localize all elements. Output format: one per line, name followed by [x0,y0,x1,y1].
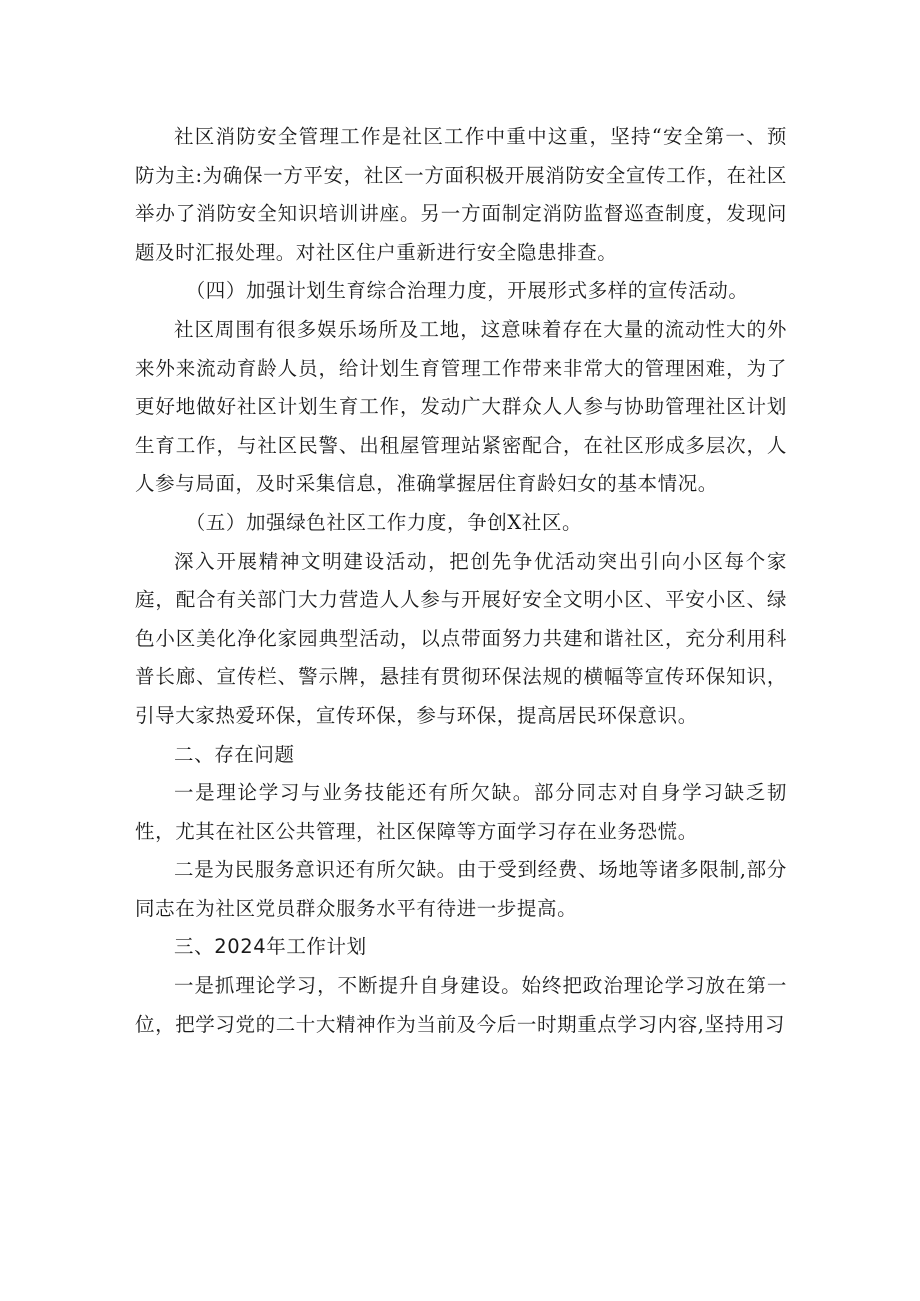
paragraph-fire-safety: 社区消防安全管理工作是社区工作中重中这重，坚持“安全第一、预防为主:为确保一方平安，社区一方面积极开展消防安全宣传工作，在社区举办了消防安全知识培训讲座。另一方面制定消防监督巡查制度，发现问题及时汇报处理。对社区住户重新进行安全隐患排查。 [135,125,787,264]
paragraph-problem-two: 二是为民服务意识还有所欠缺。由于受到经费、场地等诸多限制,部分同志在为社区党员群众服务水平有待进一步提高。 [135,858,787,920]
paragraph-family-planning: 社区周围有很多娱乐场所及工地，这意味着存在大量的流动性大的外来外来流动育龄人员，给计划生育管理工作带来非常大的管理困难，为了更好地做好社区计划生育工作，发动广大群众人人参与协助管理社区计划生育工作，与社区民警、出租屋管理站紧密配合，在社区形成多层次，人人参与局面，及时采集信息，准确掌握居住育龄妇女的基本情况。 [135,317,787,496]
paragraph-green-community: 深入开展精神文明建设活动，把创先争优活动突出引向小区每个家庭，配合有关部门大力营造人人参与开展好安全文明小区、平安小区、绿色小区美化净化家园典型活动，以点带面努力共建和谐社区，充分利用科普长廊、宣传栏、警示牌，悬挂有贯彻环保法规的横幅等宣传环保知识，引导大家热爱环保，宣传环保，参与环保，提高居民环保意识。 [135,549,787,727]
paragraph-plan-one: 一是抓理论学习，不断提升自身建设。始终把政治理论学习放在第一位，把学习党的二十大精神作为当前及今后一时期重点学习内容,坚持用习 [135,974,787,1036]
subheading-family-planning: （四）加强计划生育综合治理力度，开展形式多样的宣传活动。 [185,279,749,303]
subheading-green-community: （五）加强绿色社区工作力度，争创X社区。 [185,510,583,534]
document-page [135,118,787,1044]
paragraph-problem-one: 一是理论学习与业务技能还有所欠缺。部分同志对自身学习缺乏韧性，尤其在社区公共管理，社区保障等方面学习存在业务恐慌。 [135,781,787,843]
section-heading-problems: 二、存在问题 [174,742,295,766]
section-heading-work-plan: 三、2024年工作计划 [174,935,367,959]
